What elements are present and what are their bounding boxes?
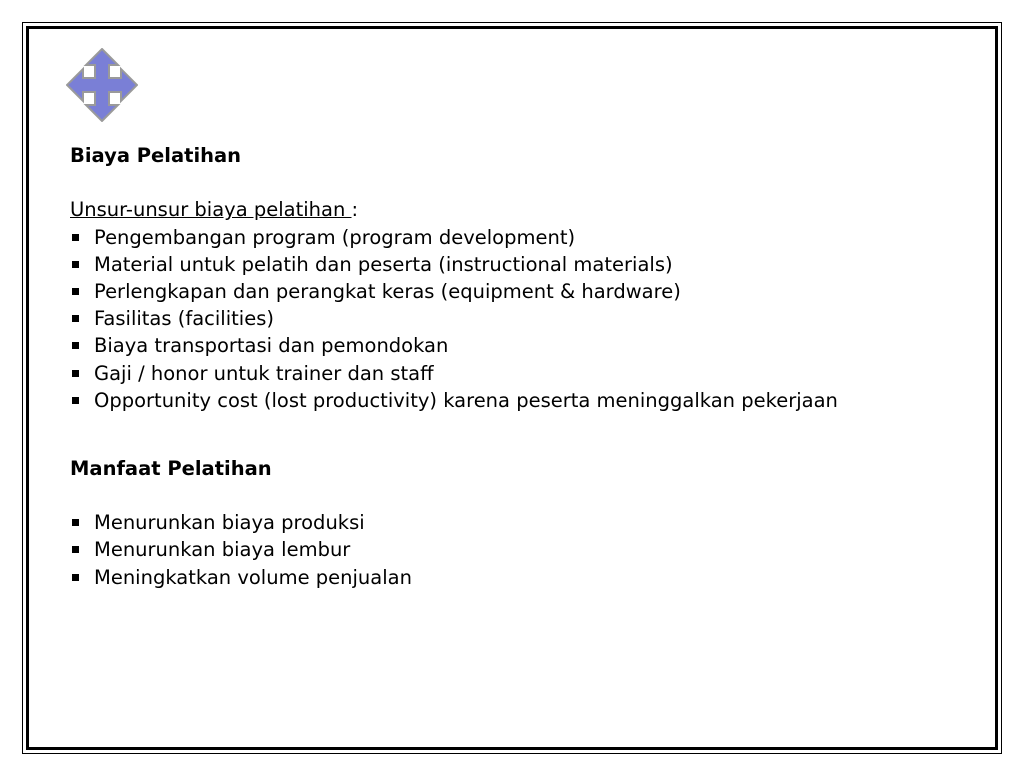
benefit-items-list <box>70 509 970 591</box>
subtitle-underlined-text: Unsur-unsur biaya pelatihan <box>70 198 352 222</box>
square-bullet-icon <box>72 546 79 553</box>
list-item-text: Menurunkan biaya lembur <box>94 538 351 562</box>
list-item-text: Menurunkan biaya produksi <box>94 511 365 535</box>
square-bullet-icon <box>72 234 79 241</box>
four-way-arrows-shape <box>67 49 137 121</box>
list-item-text: Opportunity cost (lost productivity) karena peserta meninggalkan pekerjaan <box>94 388 838 412</box>
square-bullet-icon <box>72 519 79 526</box>
list-item-text: Biaya transportasi dan pemondokan <box>94 334 449 358</box>
list-item <box>70 360 970 387</box>
square-bullet-icon <box>72 261 79 268</box>
list-item-text: Fasilitas (facilities) <box>94 307 274 331</box>
square-bullet-icon <box>72 574 79 581</box>
list-item <box>70 509 970 536</box>
list-item <box>70 332 970 359</box>
list-item-text: Perlengkapan dan perangkat keras (equipment & hardware) <box>94 279 681 303</box>
square-bullet-icon <box>72 370 79 377</box>
list-item-text: Pengembangan program (program development) <box>94 225 576 249</box>
list-item <box>70 564 970 591</box>
list-item-text: Material untuk pelatih dan peserta (instructional materials) <box>94 252 673 276</box>
list-item <box>70 536 970 563</box>
square-bullet-icon <box>72 315 79 322</box>
list-item-text: Gaji / honor untuk trainer dan staff <box>94 361 434 385</box>
list-item <box>70 251 970 278</box>
section-title-manfaat: Manfaat Pelatihan <box>70 456 272 480</box>
section-subtitle-unsur <box>70 196 970 223</box>
list-item <box>70 224 970 251</box>
square-bullet-icon <box>72 288 79 295</box>
slide-content <box>70 142 970 591</box>
list-item <box>70 278 970 305</box>
subtitle-colon: : <box>351 198 359 222</box>
section-title-biaya: Biaya Pelatihan <box>70 144 242 167</box>
four-way-arrows-icon <box>66 48 138 122</box>
list-item <box>70 387 970 414</box>
square-bullet-icon <box>72 397 79 404</box>
list-item-text: Meningkatkan volume penjualan <box>94 565 412 589</box>
square-bullet-icon <box>72 342 79 349</box>
list-item <box>70 305 970 332</box>
cost-items-list <box>70 224 970 414</box>
